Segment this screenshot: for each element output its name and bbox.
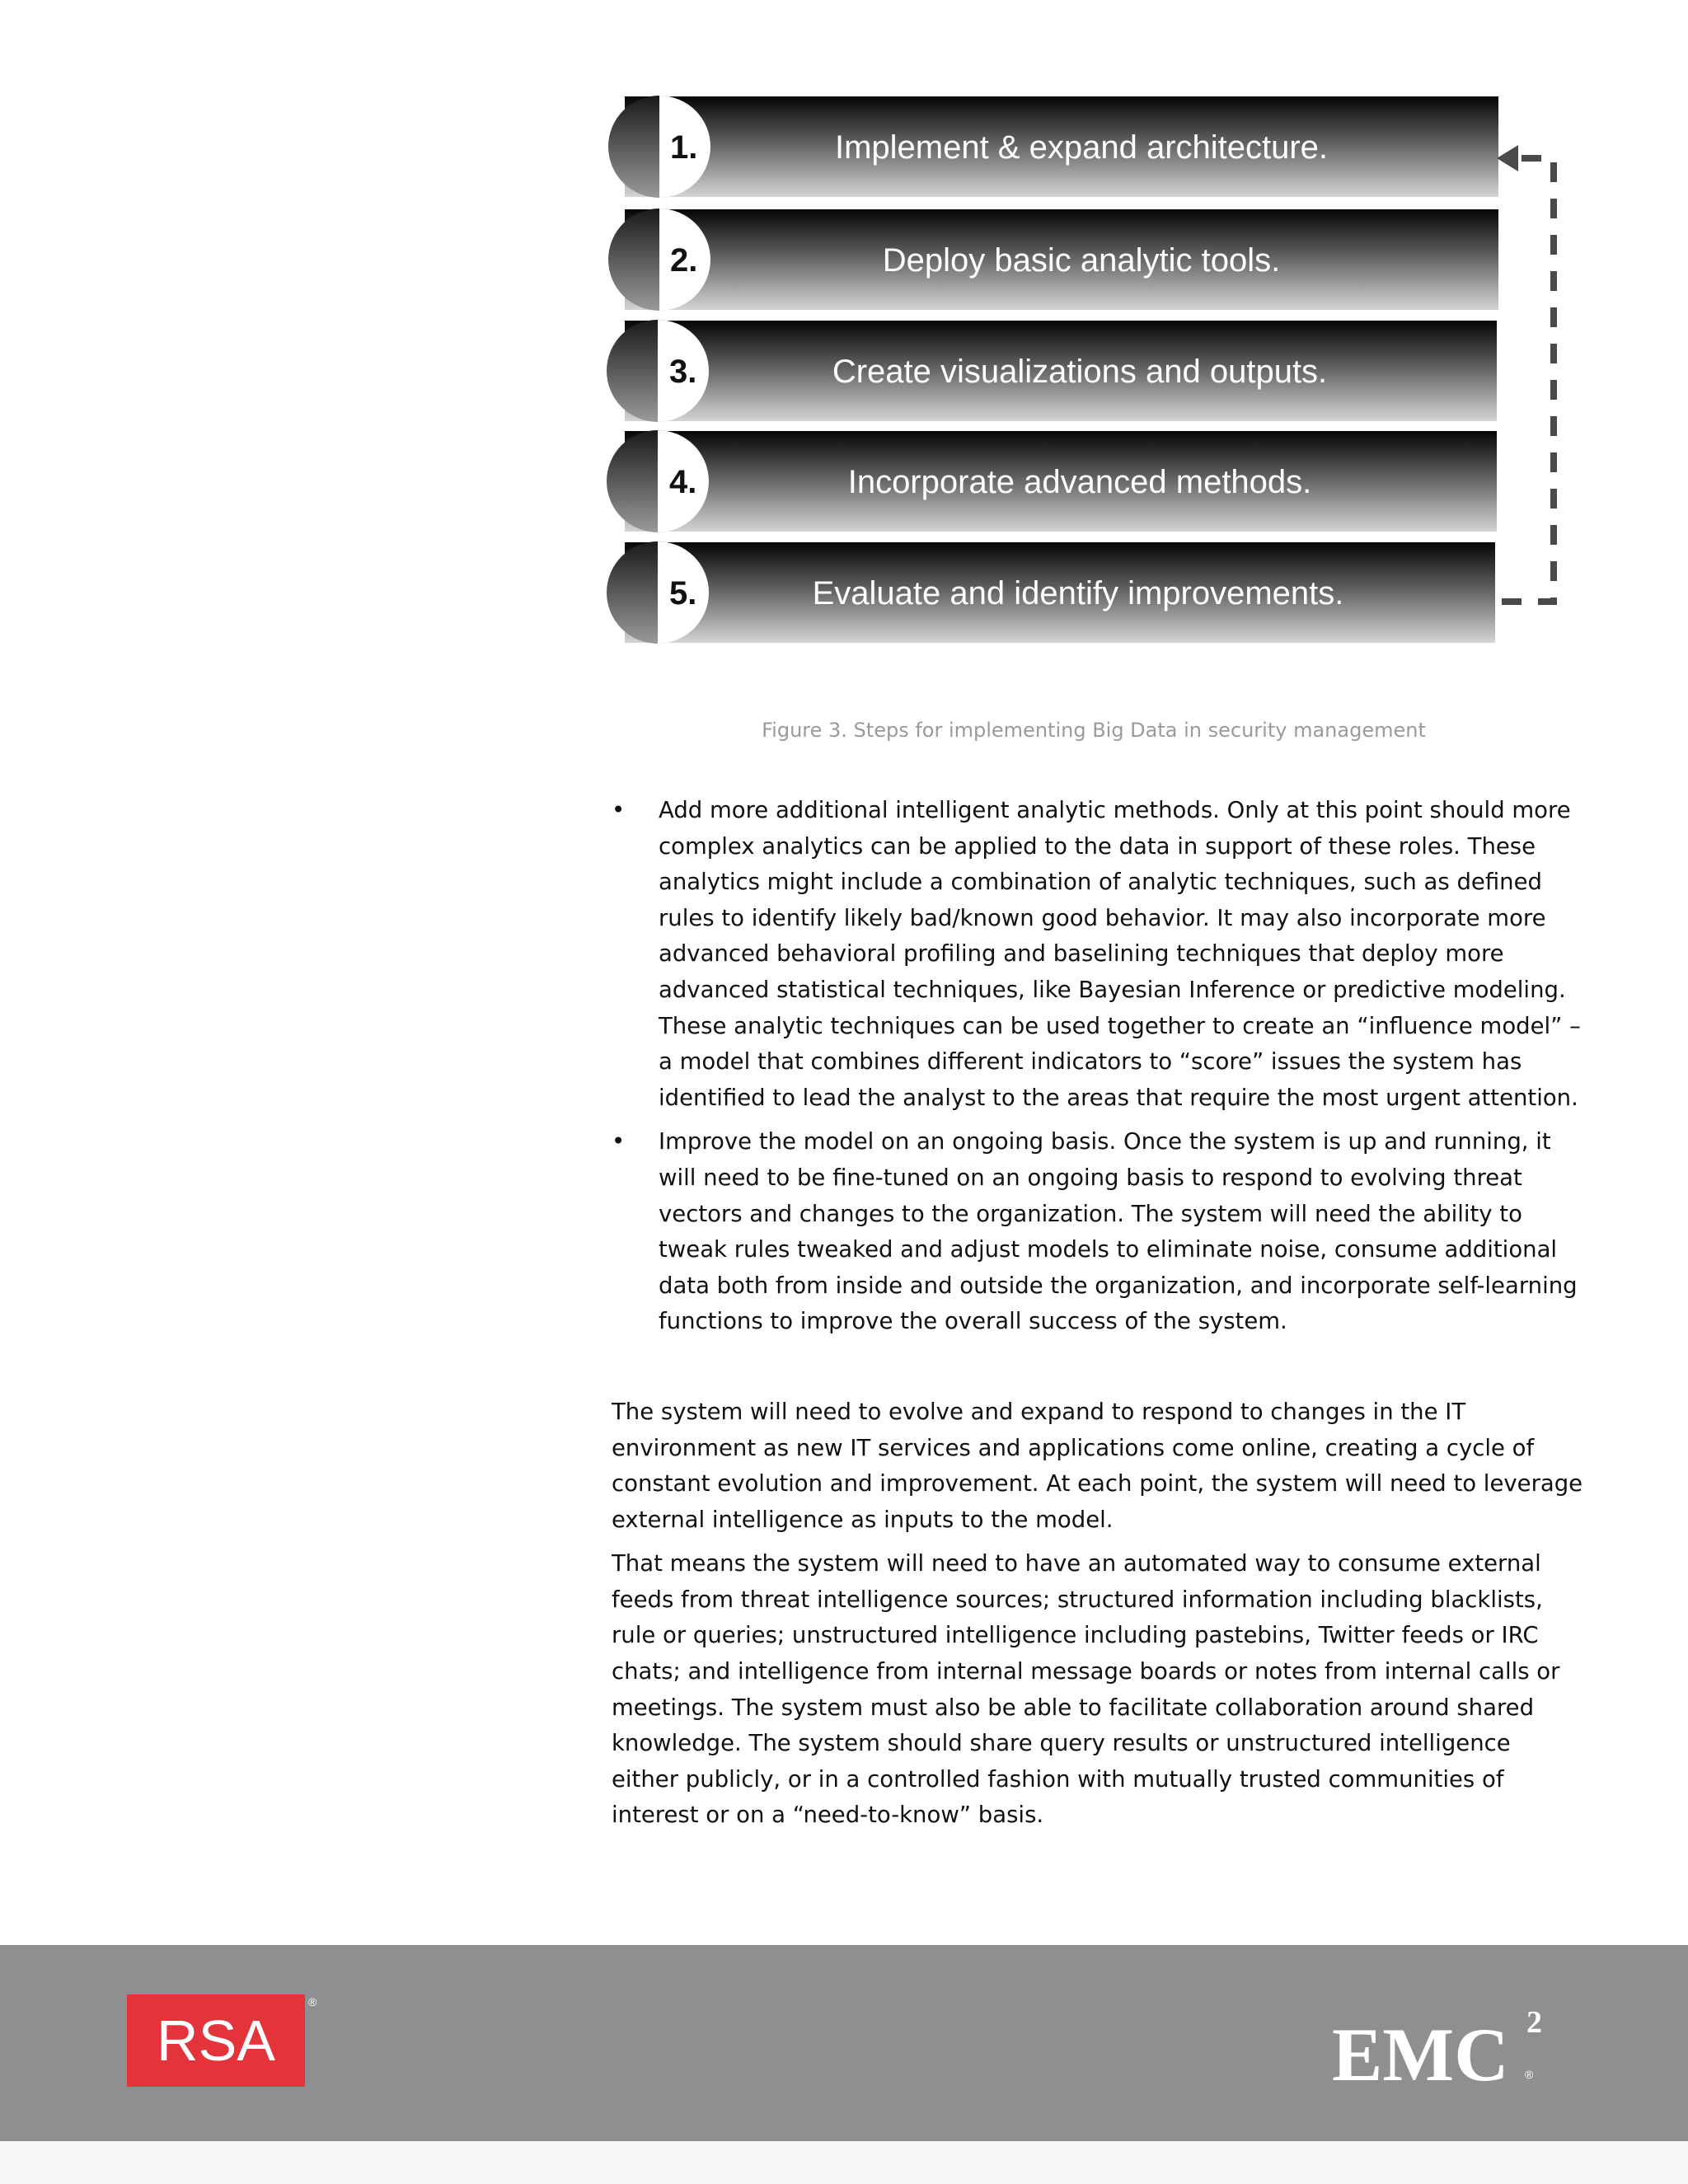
page-bottom-strip — [0, 2141, 1688, 2184]
step-2-number: 2. — [670, 242, 698, 279]
step-5 — [607, 541, 1495, 644]
step-1-label: Implement & expand architecture. — [834, 129, 1329, 166]
step-4-number: 4. — [669, 464, 697, 500]
feedback-loop-arrow — [1497, 145, 1554, 602]
body-content — [612, 793, 1584, 1842]
step-1-number: 1. — [670, 129, 698, 166]
bullet-icon: • — [612, 1128, 626, 1155]
emc-logo — [1329, 2004, 1559, 2095]
step-2-label: Deploy basic analytic tools. — [882, 242, 1281, 279]
bullet-item — [612, 793, 1584, 1116]
bullet-list — [612, 793, 1584, 1340]
loop-dashed-line — [1502, 158, 1554, 602]
body-paragraph: That means the system will need to have an automated way to consume external feeds from threat intelligence sources; structured information including blacklists, rule or queries; unstructured intelligence including pastebins, Twitter feeds or IRC chats; and intelligence from internal message boards or notes from internal calls or meetings. The system must also be able to facilitate collaboration around shared knowledge. The system should share query results or unstructured intelligence either publicly, or in a controlled fashion with mutually trusted communities of interest or on a “need-to-know” basis. — [612, 1550, 1560, 1829]
step-2 — [608, 209, 1498, 311]
registered-mark: ® — [1525, 2068, 1534, 2081]
bullet-icon: • — [612, 797, 626, 823]
bullet-text: Improve the model on an ongoing basis. Once the system is up and running, it will need to be fine-tuned on an ongoing basis to respond to evolving threat vectors and changes to the organization. The system will need the ability to tweak rules tweaked and adjust models to eliminate noise, consume additional data both from inside and outside the organization, and incorporate self-learning functions to improve the overall success of the system. — [659, 1128, 1578, 1335]
emc-superscript: 2 — [1526, 2005, 1542, 2040]
steps-diagram — [602, 91, 1566, 659]
body-paragraph: The system will need to evolve and expand to respond to changes in the IT environment as new IT services and applications come online, creating a cycle of constant evolution and improvement. At each point, the system will need to leverage external intelligence as inputs to the model. — [612, 1398, 1583, 1533]
step-5-label: Evaluate and identify improvements. — [812, 575, 1344, 612]
bullet-item — [612, 1124, 1584, 1340]
step-1 — [608, 96, 1498, 198]
rsa-logo — [127, 1994, 325, 2089]
bullet-text: Add more additional intelligent analytic methods. Only at this point should more complex analytics can be applied to the data in support of these roles. These analytics might include a combination of analytic techniques, such as defined rules to identify likely bad/known good behavior. It may also incorporate more advanced behavioral profiling and baselining techniques that deploy more advanced statistical techniques, like Bayesian Inference or predictive modeling. These analytic techniques can be used together to create an “influence model” – a model that combines different indicators to “score” issues the system has identified to lead the analyst to the areas that require the most urgent attention. — [659, 797, 1581, 1111]
steps-figure — [602, 91, 1566, 659]
step-4 — [607, 430, 1497, 532]
step-3 — [607, 320, 1497, 422]
emc-logo-text: EMC — [1332, 2013, 1509, 2095]
registered-mark: ® — [308, 1995, 317, 2008]
arrow-left-icon — [1497, 145, 1518, 171]
step-4-label: Incorporate advanced methods. — [847, 464, 1312, 500]
page-footer — [0, 1945, 1688, 2141]
step-3-number: 3. — [669, 354, 697, 390]
figure-caption: Figure 3. Steps for implementing Big Data in security management — [762, 719, 1426, 742]
rsa-logo-text: RSA — [157, 2008, 275, 2073]
step-5-number: 5. — [669, 575, 697, 612]
step-3-label: Create visualizations and outputs. — [832, 354, 1328, 390]
